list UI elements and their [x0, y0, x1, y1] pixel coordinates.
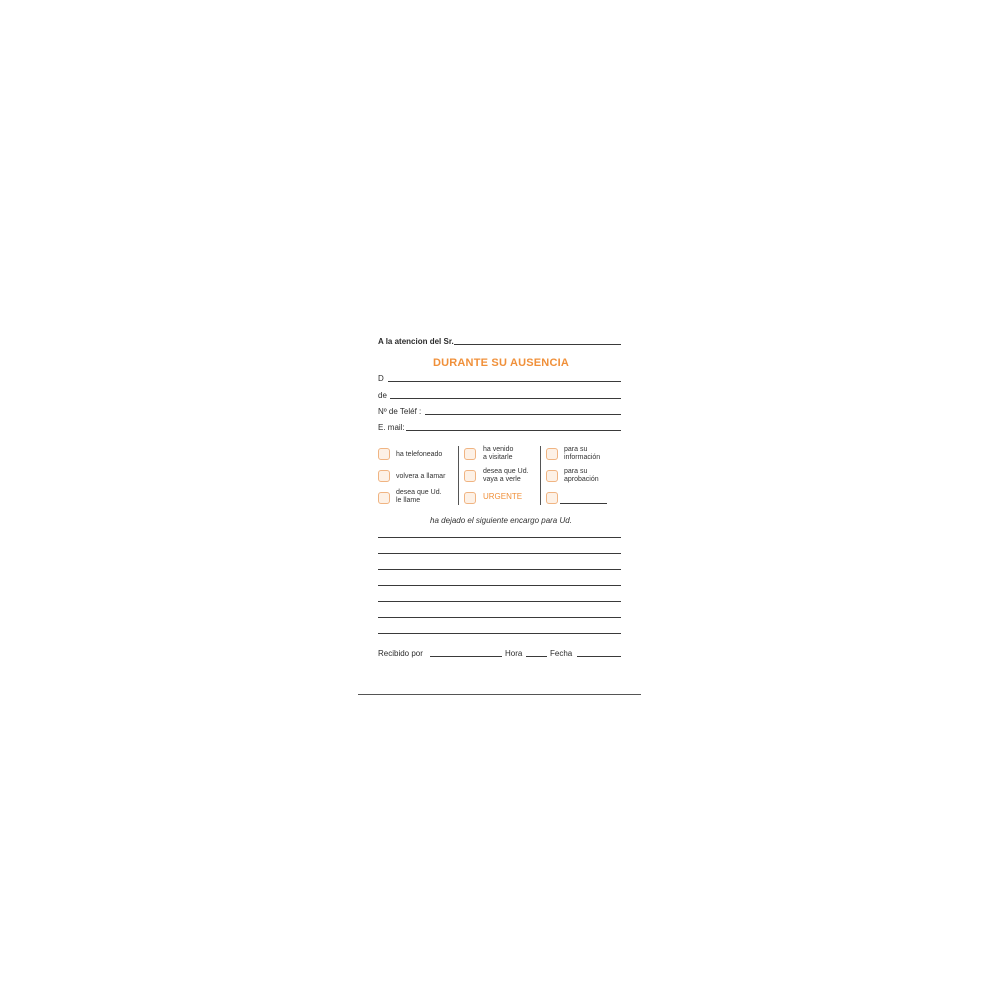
option-urgente: [483, 493, 522, 501]
attention-line[interactable]: [454, 344, 621, 345]
hora-label: Hora: [505, 649, 523, 658]
option-volvera-a-llamar: [396, 473, 445, 481]
message-line[interactable]: [378, 537, 621, 538]
custom-option-line[interactable]: [560, 503, 607, 504]
checkbox-ha-telefoneado[interactable]: [378, 448, 390, 460]
form-title: DURANTE SU AUSENCIA: [432, 357, 569, 369]
option-text: desea que Ud. vaya a verle: [483, 468, 529, 483]
checkbox-urgente[interactable]: [464, 492, 476, 504]
message-line[interactable]: [378, 617, 621, 618]
option-text: para su información: [564, 446, 601, 461]
email-label: E. mail:: [378, 423, 405, 432]
option-para-aprobacion: [564, 468, 599, 484]
message-line[interactable]: [378, 569, 621, 570]
option-text: ha venido a visitarle: [483, 446, 514, 461]
d-label: D: [378, 374, 384, 383]
telefono-label: Nº de Teléf :: [378, 407, 422, 416]
message-line[interactable]: [378, 553, 621, 554]
checkbox-volvera-a-llamar[interactable]: [378, 470, 390, 482]
page-bottom-rule: [358, 694, 641, 695]
option-para-informacion: [564, 446, 600, 462]
attention-label: A la atencion del Sr.: [378, 337, 454, 346]
checkbox-para-informacion[interactable]: [546, 448, 558, 460]
recibido-line[interactable]: [430, 656, 502, 657]
de-label: de: [378, 391, 387, 400]
option-text: URGENTE: [483, 492, 523, 501]
message-line[interactable]: [378, 633, 621, 634]
checkbox-ha-venido[interactable]: [464, 448, 476, 460]
de-field-line[interactable]: [390, 398, 621, 399]
option-text: ha telefoneado: [396, 451, 443, 458]
message-line[interactable]: [378, 601, 621, 602]
option-text: volvera a llamar: [396, 473, 446, 480]
message-line[interactable]: [378, 585, 621, 586]
fecha-label: Fecha: [550, 649, 573, 658]
checkbox-custom-option[interactable]: [546, 492, 558, 504]
option-vaya-a-verle: [483, 468, 529, 484]
email-field-line[interactable]: [406, 430, 621, 431]
option-desea-que-le-llame: [396, 489, 442, 505]
checkbox-vaya-a-verle[interactable]: [464, 470, 476, 482]
option-text: para su aprobación: [564, 468, 599, 483]
option-ha-venido: [483, 446, 513, 462]
option-text: desea que Ud. le llame: [396, 489, 442, 504]
fecha-line[interactable]: [577, 656, 621, 657]
d-field-line[interactable]: [388, 381, 621, 382]
column-divider: [540, 446, 541, 505]
hora-line[interactable]: [526, 656, 547, 657]
telefono-field-line[interactable]: [425, 414, 621, 415]
checkbox-desea-que-le-llame[interactable]: [378, 492, 390, 504]
recibido-label: Recibido por: [378, 649, 423, 658]
column-divider: [458, 446, 459, 505]
option-ha-telefoneado: [396, 451, 442, 459]
message-intro: ha dejado el siguiente encargo para Ud.: [430, 516, 572, 525]
checkbox-para-aprobacion[interactable]: [546, 470, 558, 482]
